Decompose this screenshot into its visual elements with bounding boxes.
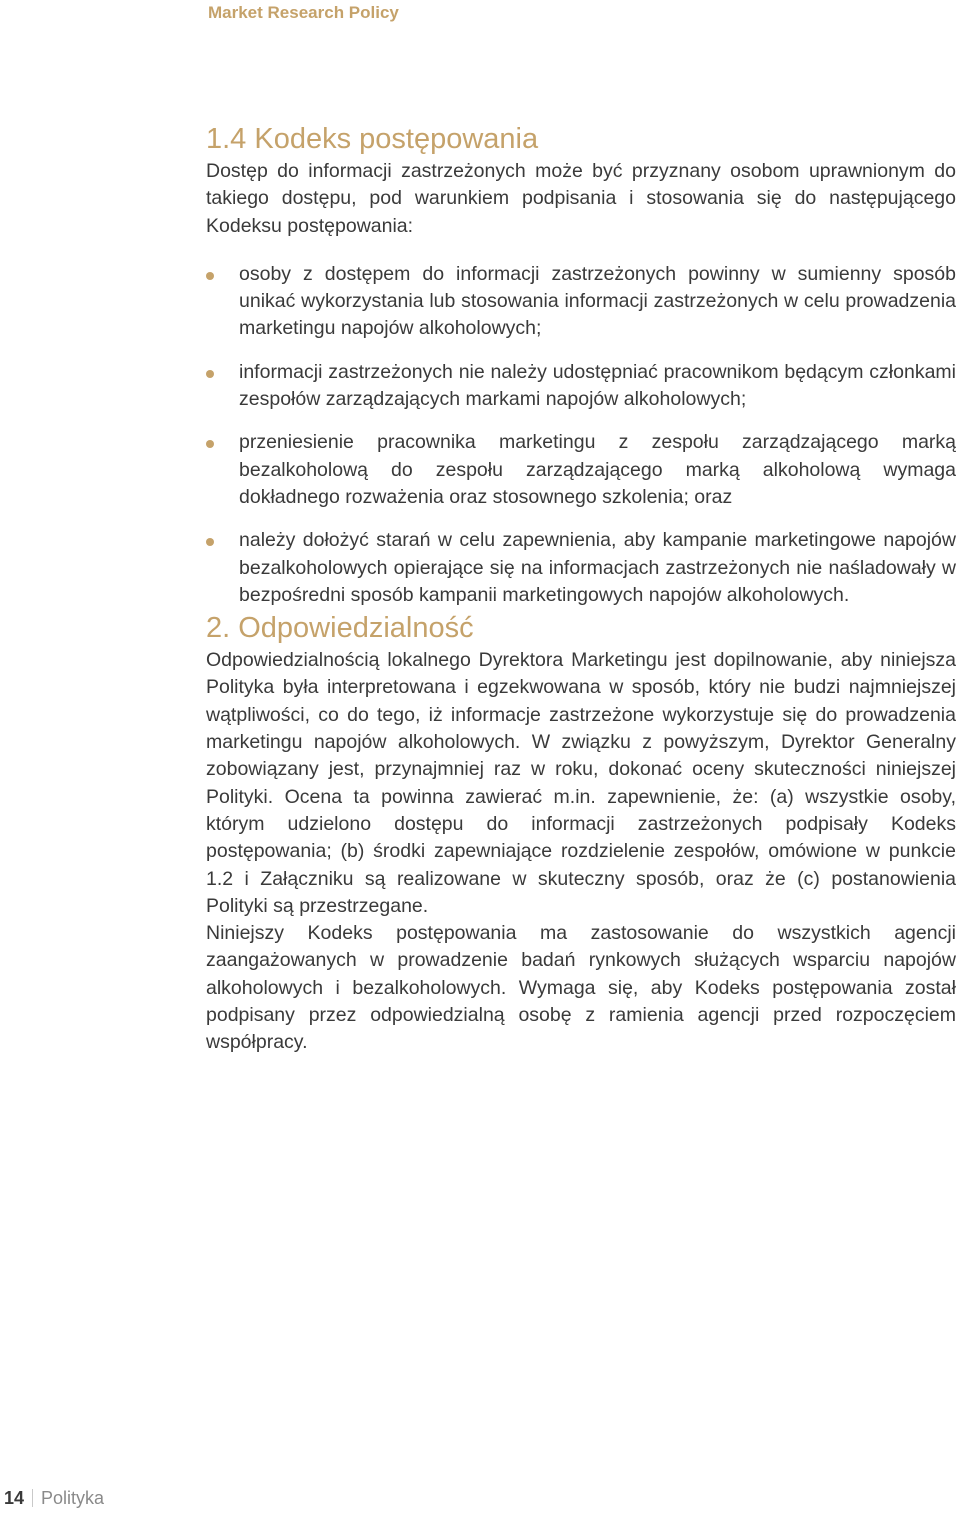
list-item [206, 261, 956, 343]
page-number: 14 [4, 1488, 25, 1508]
footer-label: Polityka [41, 1488, 105, 1508]
body-paragraph: Niniejszy Kodeks postępowania ma zastosowanie do wszystkich agencji zaangażowanych w prowadzenie badań rynkowych służących wsparciu napojów alkoholowych i bezalkoholowych. Wymaga się, aby Kodeks postępowania został podpisany przez odpowiedzialną osobę z ramienia agencji przed rozpoczęciem współpracy. [206, 922, 956, 1054]
list-item [206, 359, 956, 414]
page-footer [4, 1488, 104, 1509]
body-paragraph: Odpowiedzialnością lokalnego Dyrektora Marketingu jest dopilnowanie, aby niniejsza Polityka była interpretowana i egzekwowana w sposób, który nie budzi najmniejszej wątpliwości, co do tego, iż informacje zastrzeżone wykorzystuje się do prowadzenia marketingu napojów alkoholowych. W związku z powyższym, Dyrektor Generalny zobowiązany jest, przynajmniej raz w roku, dokonać oceny skuteczności niniejszej Polityki. Ocena ta powinna zawierać m.in. zapewnienie, że: (a) wszystkie osoby, którym udzielono dostępu do informacji zastrzeżonych podpisały Kodeks postępowania; (b) środki zapewniające rozdzielenie zespołów, omówione w punkcie 1.2 i Załączniku są realizowane w skuteczny sposób, oraz że (c) postanowienia Polityki są przestrzegane. [206, 649, 956, 917]
list-item-text: przeniesienie pracownika marketingu z zespołu zarządzającego marką bezalkoholową do zespołu zarządzającego marką alkoholową wymaga dokładnego rozważenia oraz stosownego szkolenia; oraz [239, 431, 956, 508]
list-item [206, 429, 956, 511]
section-heading: 1.4 Kodeks postępowania [206, 123, 539, 155]
code-of-conduct-list [206, 261, 956, 609]
list-item-text: informacji zastrzeżonych nie należy udostępniać pracownikom będącym członkami zespołów zarządzających markami napojów alkoholowych; [239, 360, 956, 411]
header-title: Market Research Policy [208, 3, 399, 22]
list-item-text: należy dołożyć starań w celu zapewnienia, aby kampanie marketingowe napojów bezalkoholowych opierające się na informacjach zastrzeżonych nie naśladowały w bezpośredni sposób kampanii marketingowych napojów alkoholowych. [239, 529, 956, 606]
bullet-icon [206, 538, 214, 546]
bullet-icon [206, 272, 214, 280]
section-heading: 2. Odpowiedzialność [206, 612, 474, 645]
list-item-text: osoby z dostępem do informacji zastrzeżonych powinny w sumienny sposób unikać wykorzystania lub stosowania informacji zastrzeżonych w celu prowadzenia marketingu napojów alkoholowych; [239, 262, 956, 340]
bullet-icon [206, 370, 214, 378]
list-item [206, 527, 956, 609]
main-content [206, 120, 956, 1057]
footer-divider [32, 1489, 33, 1507]
bullet-icon [206, 440, 214, 448]
intro-paragraph: Dostęp do informacji zastrzeżonych może być przyznany osobom uprawnionym do takiego dostępu, pod warunkiem podpisania i stosowania się do następującego Kodeksu postępowania: [206, 160, 956, 237]
